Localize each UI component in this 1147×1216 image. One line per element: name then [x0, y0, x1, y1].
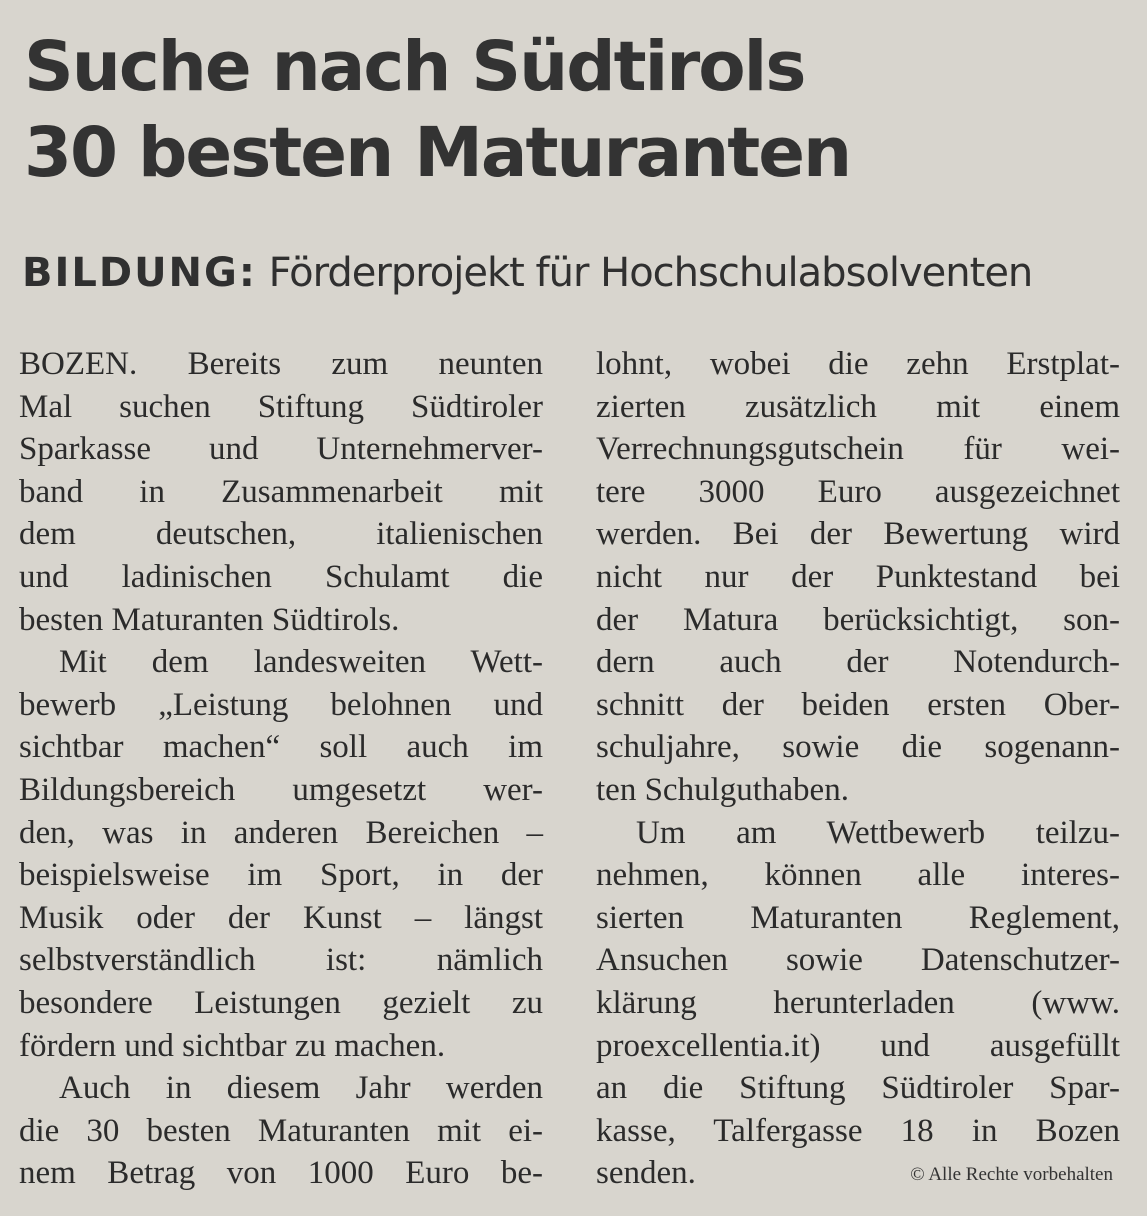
- body-text-line: proexcellentia.it) und ausgefüllt: [596, 1027, 1120, 1064]
- body-text-line: sierten Maturanten Reglement,: [596, 899, 1120, 936]
- body-text-line: Sparkasse und Unternehmerver-: [19, 431, 543, 468]
- body-text-line: zierten zusätzlich mit einem: [596, 388, 1120, 425]
- body-text-line: Mit dem landesweiten Wett-: [59, 644, 543, 681]
- body-text-line: Musik oder der Kunst – längst: [19, 899, 543, 936]
- body-text-line: tere 3000 Euro ausgezeichnet: [596, 473, 1120, 510]
- body-text-line: besten Maturanten Südtirols.: [19, 601, 400, 638]
- body-text-line: Auch in diesem Jahr werden: [59, 1070, 543, 1107]
- body-text-line: und ladinischen Schulamt die: [19, 558, 543, 595]
- body-text-line: nicht nur der Punktestand bei: [596, 558, 1120, 595]
- body-text-line: BOZEN. Bereits zum neunten: [19, 346, 543, 382]
- body-text-line: band in Zusammenarbeit mit: [19, 473, 543, 510]
- body-text-line: bewerb „Leistung belohnen und: [19, 686, 543, 723]
- body-text-line: die 30 besten Maturanten mit ei-: [19, 1112, 543, 1149]
- body-text-line: besondere Leistungen gezielt zu: [19, 984, 543, 1021]
- body-text-line: nem Betrag von 1000 Euro be-: [19, 1155, 543, 1192]
- headline-line-2: 30 besten Maturanten: [24, 113, 851, 193]
- body-text-line: Bildungsbereich umgesetzt wer-: [19, 771, 543, 808]
- body-text-line: lohnt, wobei die zehn Erstplat-: [596, 346, 1120, 382]
- headline-line-1: Suche nach Südtirols: [24, 27, 805, 107]
- article-column-right: [596, 343, 1120, 1195]
- body-text-line: den, was in anderen Bereichen –: [19, 814, 543, 851]
- body-text-line: Verrechnungsgutschein für wei-: [596, 431, 1120, 468]
- body-text-line: kasse, Talfergasse 18 in Bozen: [596, 1112, 1120, 1149]
- body-text-line: werden. Bei der Bewertung wird: [596, 516, 1120, 553]
- copyright-notice: © Alle Rechte vorbehalten: [910, 1164, 1113, 1185]
- body-text-line: sichtbar machen“ soll auch im: [19, 729, 543, 766]
- body-text-line: beispielsweise im Sport, in der: [19, 857, 543, 894]
- body-text-line: selbstverständlich ist: nämlich: [19, 942, 543, 979]
- body-text-line: senden.: [596, 1155, 696, 1192]
- article-column-left: [19, 343, 543, 1195]
- subheadline-text: Förderprojekt für Hochschulabsolventen: [256, 250, 1033, 296]
- body-text-line: fördern und sichtbar zu machen.: [19, 1027, 446, 1064]
- body-text-line: schnitt der beiden ersten Ober-: [596, 686, 1120, 723]
- headline: [24, 24, 1124, 196]
- body-text-line: dern auch der Notendurch-: [596, 644, 1120, 681]
- body-text-line: nehmen, können alle interes-: [596, 857, 1120, 894]
- body-text-line: schuljahre, sowie die sogenann-: [596, 729, 1120, 766]
- section-kicker: BILDUNG:: [22, 250, 257, 296]
- body-text-line: klärung herunterladen (www.: [596, 984, 1120, 1021]
- body-text-line: Ansuchen sowie Datenschutzer-: [596, 942, 1120, 979]
- body-text-line: an die Stiftung Südtiroler Spar-: [596, 1070, 1120, 1107]
- body-text-line: der Matura berücksichtigt, son-: [596, 601, 1120, 638]
- body-text-line: dem deutschen, italienischen: [19, 516, 543, 553]
- subheadline: [22, 246, 1132, 300]
- body-text-line: Um am Wettbewerb teilzu-: [636, 814, 1120, 851]
- body-text-line: ten Schulguthaben.: [596, 771, 849, 808]
- body-text-line: Mal suchen Stiftung Südtiroler: [19, 388, 543, 425]
